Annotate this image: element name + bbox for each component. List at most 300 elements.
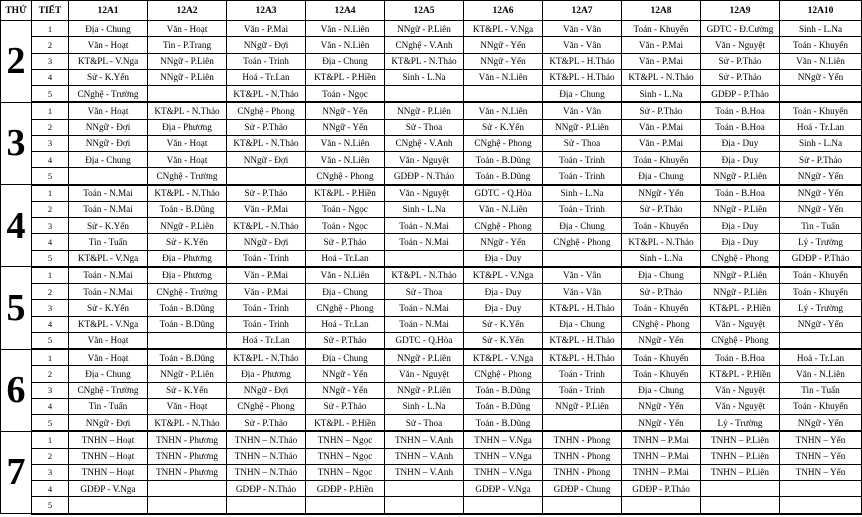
- period-number: 3: [32, 382, 69, 398]
- lesson-cell: NNgữ - P.Liên: [148, 69, 227, 85]
- lesson-cell: [69, 497, 148, 514]
- lesson-cell: Văn - Hoạt: [69, 37, 148, 53]
- lesson-cell: Sử - K.Yến: [464, 119, 543, 135]
- lesson-cell: TNHN – P.Mai: [622, 448, 701, 464]
- lesson-cell: Văn - N.Liên: [306, 37, 385, 53]
- lesson-cell: Văn - P.Mai: [227, 21, 306, 37]
- lesson-cell: NNgữ - P.Liên: [385, 349, 464, 366]
- lesson-cell: TNHN - Phong: [543, 448, 622, 464]
- lesson-cell: Địa - Duy: [464, 300, 543, 316]
- lesson-cell: NNgữ - Yến: [464, 53, 543, 69]
- lesson-cell: TNHN – P.Mai: [622, 431, 701, 448]
- lesson-cell: GDĐP - P.Thảo: [701, 86, 780, 103]
- lesson-cell: NNgữ - Yến: [780, 185, 862, 202]
- lesson-cell: Hoá - Tr.Lan: [227, 69, 306, 85]
- lesson-cell: NNgữ - Yến: [464, 234, 543, 250]
- lesson-cell: Địa - Duy: [701, 152, 780, 168]
- lesson-cell: NNgữ - Đợi: [69, 415, 148, 432]
- day-label: 3: [1, 102, 32, 184]
- period-number: 2: [32, 448, 69, 464]
- lesson-cell: TNHN - Phong: [543, 464, 622, 480]
- period-number: 4: [32, 316, 69, 332]
- lesson-cell: Sử - P.Thảo: [622, 201, 701, 217]
- lesson-cell: Toán - Trinh: [227, 53, 306, 69]
- lesson-cell: Hoá - Tr.Lan: [306, 316, 385, 332]
- class-header-12a2: 12A2: [148, 1, 227, 21]
- lesson-cell: NNgữ - Đợi: [227, 152, 306, 168]
- lesson-cell: Toán - Khuyến: [780, 284, 862, 300]
- lesson-cell: Văn - P.Mai: [227, 201, 306, 217]
- lesson-cell: Địa - Chung: [306, 53, 385, 69]
- lesson-cell: Sử - P.Thảo: [701, 69, 780, 85]
- timetable-row: [1, 102, 862, 119]
- timetable-row: [1, 448, 862, 464]
- lesson-cell: Toán - Ngọc: [306, 201, 385, 217]
- timetable-row: [1, 300, 862, 316]
- timetable-row: [1, 398, 862, 414]
- lesson-cell: Văn - Vân: [543, 267, 622, 284]
- lesson-cell: Toán - Ngọc: [306, 218, 385, 234]
- lesson-cell: Toán - N.Mai: [385, 316, 464, 332]
- lesson-cell: [227, 168, 306, 185]
- lesson-cell: KT&PL - N.Thảo: [227, 86, 306, 103]
- lesson-cell: NNgữ - Đợi: [69, 119, 148, 135]
- lesson-cell: Văn - Nguyệt: [385, 366, 464, 382]
- lesson-cell: Địa - Chung: [69, 21, 148, 37]
- lesson-cell: CNghệ - Phong: [701, 332, 780, 349]
- lesson-cell: Văn - Vân: [543, 21, 622, 37]
- lesson-cell: CNghệ - Phong: [543, 234, 622, 250]
- lesson-cell: Địa - Chung: [543, 218, 622, 234]
- period-number: 1: [32, 21, 69, 37]
- lesson-cell: Toán - Trinh: [543, 382, 622, 398]
- lesson-cell: Văn - Nguyệt: [701, 398, 780, 414]
- period-number: 5: [32, 332, 69, 349]
- lesson-cell: Địa - Chung: [69, 366, 148, 382]
- lesson-cell: Lý - Trường: [701, 415, 780, 432]
- lesson-cell: Văn - Hoạt: [148, 398, 227, 414]
- lesson-cell: NNgữ - Yến: [306, 382, 385, 398]
- lesson-cell: Toán - N.Mai: [69, 185, 148, 202]
- lesson-cell: Sử - Thoa: [385, 415, 464, 432]
- lesson-cell: Sử - K.Yến: [148, 234, 227, 250]
- lesson-cell: Địa - Chung: [306, 349, 385, 366]
- lesson-cell: KT&PL - V.Nga: [464, 267, 543, 284]
- lesson-cell: [780, 481, 862, 497]
- lesson-cell: Sử - P.Thảo: [622, 284, 701, 300]
- lesson-cell: Sử - P.Thảo: [227, 415, 306, 432]
- lesson-cell: Hoá - Tr.Lan: [780, 349, 862, 366]
- lesson-cell: Văn - Hoạt: [148, 21, 227, 37]
- lesson-cell: TNHN – V.Anh: [385, 448, 464, 464]
- lesson-cell: Toán - Khuyến: [622, 366, 701, 382]
- lesson-cell: Toán - B.Dũng: [464, 415, 543, 432]
- lesson-cell: CNghệ - Phong: [701, 250, 780, 267]
- lesson-cell: KT&PL - N.Thảo: [227, 218, 306, 234]
- lesson-cell: Toán - B.Dũng: [464, 398, 543, 414]
- lesson-cell: [543, 497, 622, 514]
- lesson-cell: TNHN – Hoạt: [69, 448, 148, 464]
- lesson-cell: KT&PL - P.Hiền: [306, 69, 385, 85]
- lesson-cell: Toán - N.Mai: [385, 218, 464, 234]
- lesson-cell: [622, 497, 701, 514]
- lesson-cell: Toán - B.Hoa: [701, 119, 780, 135]
- lesson-cell: Địa - Duy: [701, 218, 780, 234]
- lesson-cell: CNghệ - V.Anh: [385, 135, 464, 151]
- day-label: 6: [1, 349, 32, 431]
- lesson-cell: Địa - Phương: [148, 267, 227, 284]
- lesson-cell: Toán - B.Dũng: [148, 201, 227, 217]
- day-label: 5: [1, 267, 32, 349]
- class-header-12a1: 12A1: [69, 1, 148, 21]
- lesson-cell: Văn - Nguyệt: [385, 152, 464, 168]
- lesson-cell: Địa - Phương: [227, 366, 306, 382]
- lesson-cell: Toán - Trinh: [543, 168, 622, 185]
- lesson-cell: Địa - Chung: [306, 284, 385, 300]
- timetable-body: [1, 21, 862, 514]
- lesson-cell: NNgữ - Yến: [780, 316, 862, 332]
- lesson-cell: [69, 168, 148, 185]
- timetable-row: [1, 185, 862, 202]
- lesson-cell: NNgữ - Yến: [622, 185, 701, 202]
- period-number: 2: [32, 284, 69, 300]
- lesson-cell: NNgữ - Yến: [306, 102, 385, 119]
- lesson-cell: KT&PL - H.Thảo: [543, 69, 622, 85]
- lesson-cell: KT&PL - V.Nga: [464, 349, 543, 366]
- lesson-cell: Địa - Duy: [464, 284, 543, 300]
- lesson-cell: KT&PL - N.Thảo: [227, 135, 306, 151]
- lesson-cell: KT&PL - H.Thảo: [543, 332, 622, 349]
- lesson-cell: NNgữ - Yến: [622, 398, 701, 414]
- lesson-cell: Tin - Tuấn: [780, 382, 862, 398]
- lesson-cell: Địa - Chung: [622, 382, 701, 398]
- class-header-12a8: 12A8: [622, 1, 701, 21]
- lesson-cell: Toán - Khuyến: [780, 267, 862, 284]
- day-label: 4: [1, 185, 32, 267]
- lesson-cell: CNghệ - Trường: [148, 168, 227, 185]
- lesson-cell: Toán - B.Hoa: [701, 102, 780, 119]
- lesson-cell: Văn - P.Mai: [622, 53, 701, 69]
- lesson-cell: [701, 497, 780, 514]
- timetable-row: [1, 366, 862, 382]
- lesson-cell: Văn - P.Mai: [622, 119, 701, 135]
- lesson-cell: NNgữ - Đợi: [227, 37, 306, 53]
- lesson-cell: Sinh - L.Na: [543, 185, 622, 202]
- lesson-cell: Văn - P.Mai: [622, 135, 701, 151]
- lesson-cell: KT&PL - N.Thảo: [148, 102, 227, 119]
- lesson-cell: KT&PL - N.Thảo: [385, 53, 464, 69]
- lesson-cell: Văn - Nguyệt: [701, 37, 780, 53]
- lesson-cell: [543, 250, 622, 267]
- period-number: 3: [32, 464, 69, 480]
- lesson-cell: Văn - N.Liên: [306, 21, 385, 37]
- lesson-cell: TNHN - Phong: [543, 431, 622, 448]
- lesson-cell: Lý - Trường: [780, 300, 862, 316]
- lesson-cell: Sử - Thoa: [385, 284, 464, 300]
- lesson-cell: Toán - Trinh: [543, 366, 622, 382]
- timetable-row: [1, 37, 862, 53]
- period-number: 1: [32, 185, 69, 202]
- lesson-cell: Địa - Chung: [622, 168, 701, 185]
- lesson-cell: KT&PL - N.Thảo: [385, 267, 464, 284]
- lesson-cell: TNHN – V.Nga: [464, 464, 543, 480]
- lesson-cell: NNgữ - P.Liên: [385, 102, 464, 119]
- lesson-cell: GDĐP - V.Nga: [464, 481, 543, 497]
- lesson-cell: Sinh - L.Na: [385, 201, 464, 217]
- class-header-12a6: 12A6: [464, 1, 543, 21]
- lesson-cell: Địa - Chung: [543, 316, 622, 332]
- lesson-cell: Văn - N.Liên: [306, 135, 385, 151]
- lesson-cell: Toán - B.Dũng: [148, 349, 227, 366]
- period-number: 3: [32, 218, 69, 234]
- lesson-cell: KT&PL - N.Thảo: [148, 415, 227, 432]
- lesson-cell: [780, 332, 862, 349]
- lesson-cell: Văn - P.Mai: [622, 37, 701, 53]
- lesson-cell: Sinh - L.Na: [780, 21, 862, 37]
- lesson-cell: TNHN – Ngọc: [306, 431, 385, 448]
- lesson-cell: Văn - P.Mai: [227, 267, 306, 284]
- lesson-cell: NNgữ - Yến: [622, 332, 701, 349]
- lesson-cell: [543, 415, 622, 432]
- lesson-cell: KT&PL - V.Nga: [464, 21, 543, 37]
- lesson-cell: Địa - Duy: [701, 135, 780, 151]
- lesson-cell: TNHN – N.Thảo: [227, 448, 306, 464]
- timetable-row: [1, 284, 862, 300]
- lesson-cell: [227, 497, 306, 514]
- timetable-row: [1, 119, 862, 135]
- period-number: 1: [32, 102, 69, 119]
- lesson-cell: KT&PL - P.Hiền: [701, 366, 780, 382]
- lesson-cell: Hoá - Tr.Lan: [306, 250, 385, 267]
- period-number: 3: [32, 135, 69, 151]
- lesson-cell: Toán - Trinh: [227, 300, 306, 316]
- lesson-cell: Địa - Phương: [148, 119, 227, 135]
- timetable-row: [1, 316, 862, 332]
- lesson-cell: Toán - B.Dũng: [148, 300, 227, 316]
- lesson-cell: CNghệ - Phong: [227, 398, 306, 414]
- lesson-cell: Toán - Trinh: [543, 152, 622, 168]
- lesson-cell: [148, 86, 227, 103]
- lesson-cell: Sử - K.Yến: [464, 332, 543, 349]
- lesson-cell: KT&PL - P.Hiền: [306, 415, 385, 432]
- lesson-cell: Văn - Hoạt: [69, 349, 148, 366]
- lesson-cell: Sử - K.Yến: [148, 382, 227, 398]
- lesson-cell: [148, 332, 227, 349]
- timetable-row: [1, 431, 862, 448]
- lesson-cell: NNgữ - Đợi: [227, 382, 306, 398]
- lesson-cell: Toán - B.Hoa: [701, 349, 780, 366]
- lesson-cell: TNHN – V.Nga: [464, 431, 543, 448]
- period-number: 3: [32, 53, 69, 69]
- timetable-row: [1, 135, 862, 151]
- period-number: 4: [32, 481, 69, 497]
- lesson-cell: Văn - Vân: [543, 102, 622, 119]
- lesson-cell: Sử - P.Thảo: [227, 185, 306, 202]
- lesson-cell: [385, 497, 464, 514]
- lesson-cell: Toán - B.Hoa: [701, 185, 780, 202]
- lesson-cell: [148, 481, 227, 497]
- lesson-cell: KT&PL - N.Thảo: [622, 234, 701, 250]
- lesson-cell: TNHN – Hoạt: [69, 431, 148, 448]
- lesson-cell: [780, 497, 862, 514]
- lesson-cell: Toán - Khuyến: [780, 102, 862, 119]
- lesson-cell: NNgữ - P.Liên: [543, 398, 622, 414]
- lesson-cell: CNghệ - Trường: [148, 284, 227, 300]
- lesson-cell: Văn - N.Liên: [306, 267, 385, 284]
- lesson-cell: Văn - Nguyệt: [701, 382, 780, 398]
- lesson-cell: TNHN – Yến: [780, 431, 862, 448]
- lesson-cell: Hoá - Tr.Lan: [780, 119, 862, 135]
- lesson-cell: NNgữ - Yến: [306, 366, 385, 382]
- lesson-cell: Sử - P.Thảo: [227, 119, 306, 135]
- lesson-cell: CNghệ - Phong: [622, 316, 701, 332]
- lesson-cell: Văn - N.Liên: [780, 53, 862, 69]
- period-number: 2: [32, 366, 69, 382]
- period-number: 4: [32, 234, 69, 250]
- timetable-row: [1, 464, 862, 480]
- lesson-cell: TNHN - Phương: [148, 448, 227, 464]
- class-header-12a9: 12A9: [701, 1, 780, 21]
- period-number: 4: [32, 69, 69, 85]
- lesson-cell: NNgữ - P.Liên: [701, 201, 780, 217]
- lesson-cell: KT&PL - P.Hiền: [306, 185, 385, 202]
- lesson-cell: CNghệ - Phong: [306, 300, 385, 316]
- lesson-cell: Toán - B.Dũng: [464, 152, 543, 168]
- lesson-cell: [385, 86, 464, 103]
- lesson-cell: Văn - N.Liên: [306, 152, 385, 168]
- lesson-cell: Toán - N.Mai: [385, 234, 464, 250]
- lesson-cell: Tin - P.Trang: [148, 37, 227, 53]
- period-number: 5: [32, 497, 69, 514]
- class-header-12a3: 12A3: [227, 1, 306, 21]
- lesson-cell: Tin - Tuấn: [69, 234, 148, 250]
- lesson-cell: KT&PL - V.Nga: [69, 53, 148, 69]
- timetable-row: [1, 415, 862, 432]
- lesson-cell: TNHN – P.Mai: [622, 464, 701, 480]
- lesson-cell: Sử - K.Yến: [69, 300, 148, 316]
- lesson-cell: Toán - Khuyến: [622, 349, 701, 366]
- lesson-cell: Văn - Hoạt: [69, 102, 148, 119]
- lesson-cell: Sử - P.Thảo: [701, 53, 780, 69]
- lesson-cell: Địa - Duy: [464, 250, 543, 267]
- lesson-cell: GDĐP - P.Thảo: [780, 250, 862, 267]
- lesson-cell: CNghệ - Phong: [464, 135, 543, 151]
- lesson-cell: Sử - Thoa: [385, 119, 464, 135]
- lesson-cell: GDĐP - P.Hiền: [306, 481, 385, 497]
- lesson-cell: CNghệ - Phong: [227, 102, 306, 119]
- lesson-cell: Hoá - Tr.Lan: [227, 332, 306, 349]
- timetable-row: [1, 168, 862, 185]
- lesson-cell: Sinh - L.Na: [622, 86, 701, 103]
- lesson-cell: Tin - Tuấn: [780, 218, 862, 234]
- lesson-cell: CNghệ - V.Anh: [385, 37, 464, 53]
- lesson-cell: KT&PL - H.Thảo: [543, 300, 622, 316]
- lesson-cell: TNHN – Yến: [780, 448, 862, 464]
- period-column-header: TIẾT: [32, 1, 69, 21]
- lesson-cell: TNHN – N.Thảo: [227, 464, 306, 480]
- lesson-cell: NNgữ - Yến: [780, 201, 862, 217]
- timetable-row: [1, 382, 862, 398]
- lesson-cell: [780, 86, 862, 103]
- period-number: 4: [32, 152, 69, 168]
- lesson-cell: GDTC - Đ.Cường: [701, 21, 780, 37]
- lesson-cell: TNHN – Yến: [780, 464, 862, 480]
- lesson-cell: Sử - Thoa: [543, 135, 622, 151]
- lesson-cell: Toán - N.Mai: [69, 284, 148, 300]
- timetable-row: [1, 86, 862, 103]
- lesson-cell: NNgữ - Đợi: [69, 135, 148, 151]
- lesson-cell: Địa - Chung: [543, 86, 622, 103]
- lesson-cell: NNgữ - Yến: [622, 415, 701, 432]
- lesson-cell: Toán - Khuyến: [780, 398, 862, 414]
- lesson-cell: Toán - Trinh: [227, 316, 306, 332]
- lesson-cell: KT&PL - H.Thảo: [543, 349, 622, 366]
- period-number: 5: [32, 415, 69, 432]
- lesson-cell: CNghệ - Trường: [69, 382, 148, 398]
- lesson-cell: Văn - Nguyệt: [385, 185, 464, 202]
- lesson-cell: TNHN – N.Thảo: [227, 431, 306, 448]
- day-column-header: THỨ: [1, 1, 32, 21]
- period-number: 2: [32, 37, 69, 53]
- header-row: [1, 1, 862, 21]
- lesson-cell: NNgữ - P.Liên: [543, 119, 622, 135]
- lesson-cell: NNgữ - P.Liên: [148, 218, 227, 234]
- lesson-cell: [148, 497, 227, 514]
- lesson-cell: Sinh - L.Na: [780, 135, 862, 151]
- lesson-cell: Sử - P.Thảo: [780, 152, 862, 168]
- lesson-cell: NNgữ - Yến: [306, 119, 385, 135]
- lesson-cell: Toán - N.Mai: [69, 201, 148, 217]
- lesson-cell: KT&PL - H.Thảo: [543, 53, 622, 69]
- timetable-row: [1, 267, 862, 284]
- lesson-cell: Văn - Vân: [543, 37, 622, 53]
- lesson-cell: Toán - N.Mai: [385, 300, 464, 316]
- timetable-row: [1, 69, 862, 85]
- lesson-cell: Địa - Chung: [69, 152, 148, 168]
- lesson-cell: NNgữ - Yến: [780, 69, 862, 85]
- lesson-cell: Toán - B.Dũng: [148, 316, 227, 332]
- lesson-cell: GDĐP - N.Thảo: [385, 168, 464, 185]
- lesson-cell: Toán - Khuyến: [622, 21, 701, 37]
- class-header-12a7: 12A7: [543, 1, 622, 21]
- lesson-cell: [306, 497, 385, 514]
- lesson-cell: KT&PL - P.Hiền: [701, 300, 780, 316]
- lesson-cell: [385, 250, 464, 267]
- lesson-cell: Văn - Hoạt: [148, 135, 227, 151]
- period-number: 5: [32, 86, 69, 103]
- lesson-cell: KT&PL - N.Thảo: [622, 69, 701, 85]
- lesson-cell: Văn - N.Liên: [464, 69, 543, 85]
- lesson-cell: CNghệ - Trường: [69, 86, 148, 103]
- lesson-cell: Văn - N.Liên: [780, 366, 862, 382]
- lesson-cell: GDĐP - N.Thảo: [227, 481, 306, 497]
- period-number: 1: [32, 431, 69, 448]
- lesson-cell: Toán - B.Dũng: [464, 382, 543, 398]
- lesson-cell: CNghệ - Phong: [464, 366, 543, 382]
- timetable-row: [1, 218, 862, 234]
- lesson-cell: Sinh - L.Na: [385, 69, 464, 85]
- lesson-cell: Văn - Hoạt: [69, 332, 148, 349]
- period-number: 4: [32, 398, 69, 414]
- lesson-cell: GDĐP - P.Thảo: [622, 481, 701, 497]
- timetable-row: [1, 21, 862, 37]
- lesson-cell: TNHN – P.Liên: [701, 448, 780, 464]
- timetable-row: [1, 234, 862, 250]
- timetable-row: [1, 481, 862, 497]
- period-number: 1: [32, 349, 69, 366]
- lesson-cell: KT&PL - N.Thảo: [227, 349, 306, 366]
- lesson-cell: Sử - K.Yến: [464, 316, 543, 332]
